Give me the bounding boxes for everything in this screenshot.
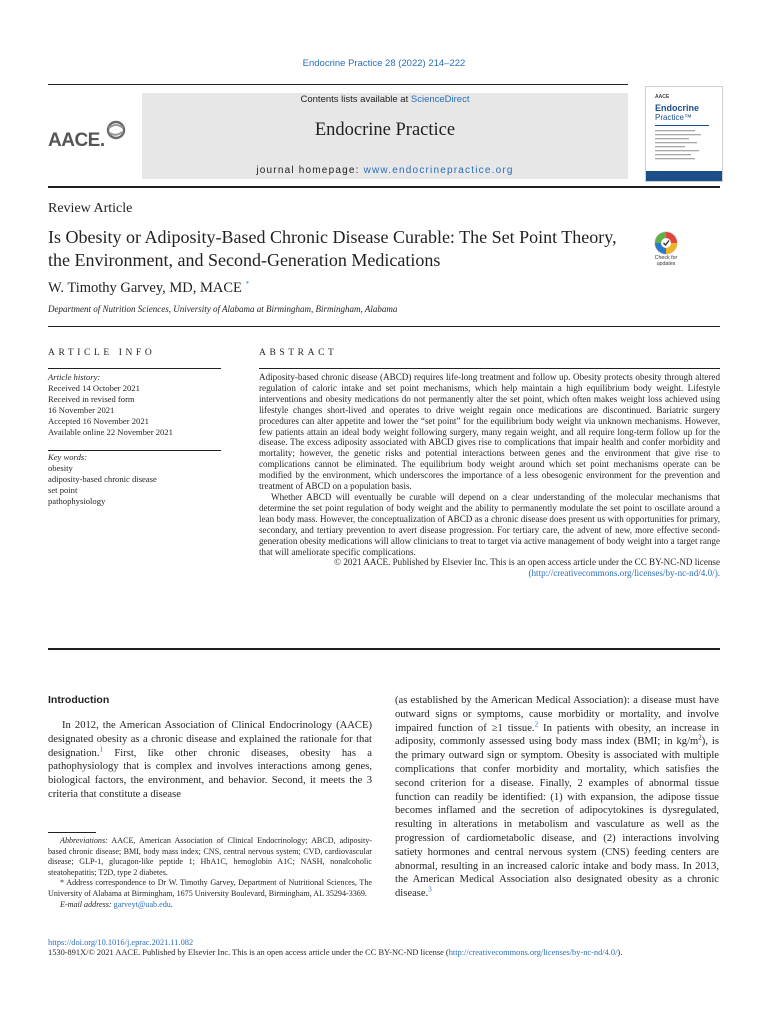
history-label: Article history: <box>48 372 101 382</box>
homepage-label: journal homepage: <box>256 165 364 176</box>
issn-end: ). <box>617 948 623 957</box>
correspondence-footnote <box>48 878 372 899</box>
header-divider <box>48 84 628 85</box>
doi-link[interactable]: https://doi.org/10.1016/j.eprac.2021.11.082 <box>48 938 194 947</box>
title-divider <box>48 326 720 327</box>
author-line <box>48 280 249 297</box>
reference-link[interactable]: 1 <box>99 745 103 754</box>
footer-license-link[interactable]: http://creativecommons.org/licenses/by-nc-nd/4.0/ <box>448 948 618 957</box>
abstract-bottom-rule <box>48 648 720 650</box>
check-for-updates-badge[interactable] <box>646 229 686 269</box>
abbreviations-text: AACE, American Association of Clinical Endocrinology; ABCD, adiposity-based chronic disease; BMI, body mass index; CNS, central nervous system; CVD, cardiovascular disease; GLP-1, glucagon-like peptide 1; HbA1C, hemoglobin A1C; NASH, nonalcoholic steatohepatitis; T2D, type 2 diabetes. <box>48 836 372 877</box>
copyright-text: © 2021 AACE. Published by Elsevier Inc. This is an open access article under the CC BY-NC-ND license <box>334 557 720 568</box>
aace-logo-text: AACE. <box>48 130 105 151</box>
article-title: Is Obesity or Adiposity-Based Chronic Disease Curable: The Set Point Theory, the Environment, and Second-Generation Medications <box>48 227 617 270</box>
keywords-rule <box>48 450 221 451</box>
body-column-right <box>395 694 719 901</box>
history-received: Received 14 October 2021 <box>48 383 140 393</box>
correspondence-text: Address correspondence to Dr W. Timothy Garvey, Department of Nutritional Sciences, The University of Alabama at Birmingham, 1675 University Boulevard, Birmingham, AL 35294-3369. <box>48 878 372 898</box>
article-type: Review Article <box>48 201 133 216</box>
abstract-body <box>259 372 720 579</box>
introduction-heading: Introduction <box>48 694 110 706</box>
header-bottom-rule <box>48 186 720 188</box>
cover-title-2: Practice™ <box>655 113 692 122</box>
journal-cover-thumbnail[interactable] <box>645 86 723 182</box>
footnote-rule <box>48 832 96 833</box>
author-name: W. Timothy Garvey, MD, MACE <box>48 280 242 296</box>
body-text: In patients with obesity, an increase in adiposity, commonly assessed using body mass index (BMI; in kg/m <box>395 722 720 748</box>
author-correspondence-mark[interactable]: * <box>245 280 250 289</box>
email-label: E-mail address: <box>60 899 112 909</box>
abstract-copyright <box>259 557 720 579</box>
cover-brand: AACE <box>655 94 670 100</box>
article-info-heading: ARTICLE INFO <box>48 348 156 358</box>
keywords <box>48 452 228 507</box>
check-updates-label: Check for updates <box>654 255 678 267</box>
license-link[interactable]: (http://creativecommons.org/licenses/by-nc-nd/4.0/). <box>528 568 720 579</box>
aace-logo <box>48 118 128 154</box>
abstract-paragraph-2: Whether ABCD will eventually be curable will depend on a clear understanding of the molecular mechanisms that determine the set point regulation of body weight and the ability to permanently modulate the set point to oscillate around a lean body mass. However, the conceptualization of ABCD as a chronic disease does present us with opportunities for primary, secondary, and tertiary prevention to avert disease progression. For tertiary care, the advent of new, more effective second-generation obesity medications will allow clinicians to treat to target via active management of body weight into a target range that will ameliorate specific complications. <box>259 491 720 557</box>
history-revised: Received in revised form <box>48 394 135 404</box>
journal-name: Endocrine Practice <box>314 120 456 140</box>
article-history <box>48 372 228 438</box>
body-text: ), is the primary outward sign or symptom. Obesity is associated with multiple complications that confer morbidity and mortality, which satisfies the second criterion for a disease. Finally, 2 examples of abnormal tissue function can readily be identified: (1) with expansion, the adipose tissue becomes inflamed and the secretion of adipocytokines is dysregulated, resulting in alterations in metabolism and vasculature as well as the progression of cardiometabolic disease, and (2) interactions involving satiety hormones and central nervous system (CNS) feeding centers are abnormal, resulting in an increased caloric intake and body mass. In 2013, the American Medical Association also designated obesity as a chronic disease. <box>395 736 719 900</box>
body-text: In 2012, the American Association of Clinical Endocrinology (AACE) designated obesity as a chronic disease and explained the rationale for that designation. <box>48 720 372 759</box>
issn-line <box>48 948 622 957</box>
abbreviations-label: Abbreviations: <box>60 836 108 845</box>
cover-title-1: Endocrine <box>655 103 700 113</box>
article-info-rule <box>48 368 221 369</box>
abstract-rule <box>259 368 720 369</box>
history-online: Available online 22 November 2021 <box>48 427 173 437</box>
contents-line <box>142 94 628 105</box>
body-text: First, like other chronic diseases, obesity has a pathophysiology that is complex and involves interactions among genes, biological factors, the environment, and behavior. Second, it meets the 3 criteria that constitute a disease <box>48 747 372 800</box>
keyword: pathophysiology <box>48 496 106 506</box>
homepage-link[interactable]: www.endocrinepractice.org <box>363 165 514 176</box>
globe-icon <box>106 120 126 140</box>
doi-line <box>48 938 193 947</box>
body-column-left <box>48 719 372 802</box>
footnotes <box>48 836 372 910</box>
history-accepted: Accepted 16 November 2021 <box>48 416 149 426</box>
journal-homepage-line <box>142 165 628 176</box>
reference-link[interactable]: 3 <box>428 885 432 894</box>
superscript-squared: 2 <box>698 733 702 742</box>
keyword: obesity <box>48 463 73 473</box>
author-email-link[interactable]: garveyt@uab.edu <box>113 899 171 909</box>
email-end: . <box>170 899 173 909</box>
journal-citation[interactable]: Endocrine Practice 28 (2022) 214–222 <box>302 58 466 69</box>
author-affiliation: Department of Nutrition Sciences, University of Alabama at Birmingham, Birmingham, Alabama <box>48 304 398 314</box>
abstract-paragraph-1: Adiposity-based chronic disease (ABCD) requires life-long treatment and follow up. Obesity protects obesity through altered regulation of caloric intake and set point mechanisms, which help maintain a high equilibrium body weight. Lifestyle interventions and obesity medications do not permanently alter the set point, which often makes weight loss achieved using lifestyle changes short-lived and operates to drive weight regain once medications are discontinued. Bariatric surgery procedures can alter appetite and lower the “set point” for the equilibrium body weight via unknown mechanisms. However, few patients attain an ideal body weight following surgery, many regain weight, and all require long-term follow up for the disease. The excess adiposity associated with ABCD gives rise to complications that impair health and confer morbidity and mortality; however, the genetic risks and potential interactions between genes and the environment that give rise to complications cannot be eliminated. The equilibrium body weight around which set point mechanisms operate can be modified by the environment, which underscores the importance of a less obesogenic environment for the prevention and treatment of ABCD on a population basis. <box>259 372 720 492</box>
keyword: adiposity-based chronic disease <box>48 474 157 484</box>
abstract-heading: ABSTRACT <box>259 348 338 358</box>
correspondence-mark: * <box>60 878 65 888</box>
body-text: (as established by the American Medical Association): a disease must have outward signs or symptoms, cause morbidity or mortality, and involve impaired function of ≥1 tissue. <box>395 695 719 734</box>
email-footnote <box>48 900 372 911</box>
issn-text: 1530-891X/© 2021 AACE. Published by Elsevier Inc. This is an open access article under the CC BY-NC-ND license ( <box>48 948 449 957</box>
journal-cover-image <box>646 87 722 181</box>
abbreviations-footnote <box>48 836 372 878</box>
keyword: set point <box>48 485 78 495</box>
contents-prefix: Contents lists available at <box>300 94 411 105</box>
sciencedirect-link[interactable]: ScienceDirect <box>410 94 470 105</box>
keywords-label: Key words: <box>48 452 88 462</box>
history-revised-date: 16 November 2021 <box>48 405 115 415</box>
reference-link[interactable]: 2 <box>534 720 539 729</box>
